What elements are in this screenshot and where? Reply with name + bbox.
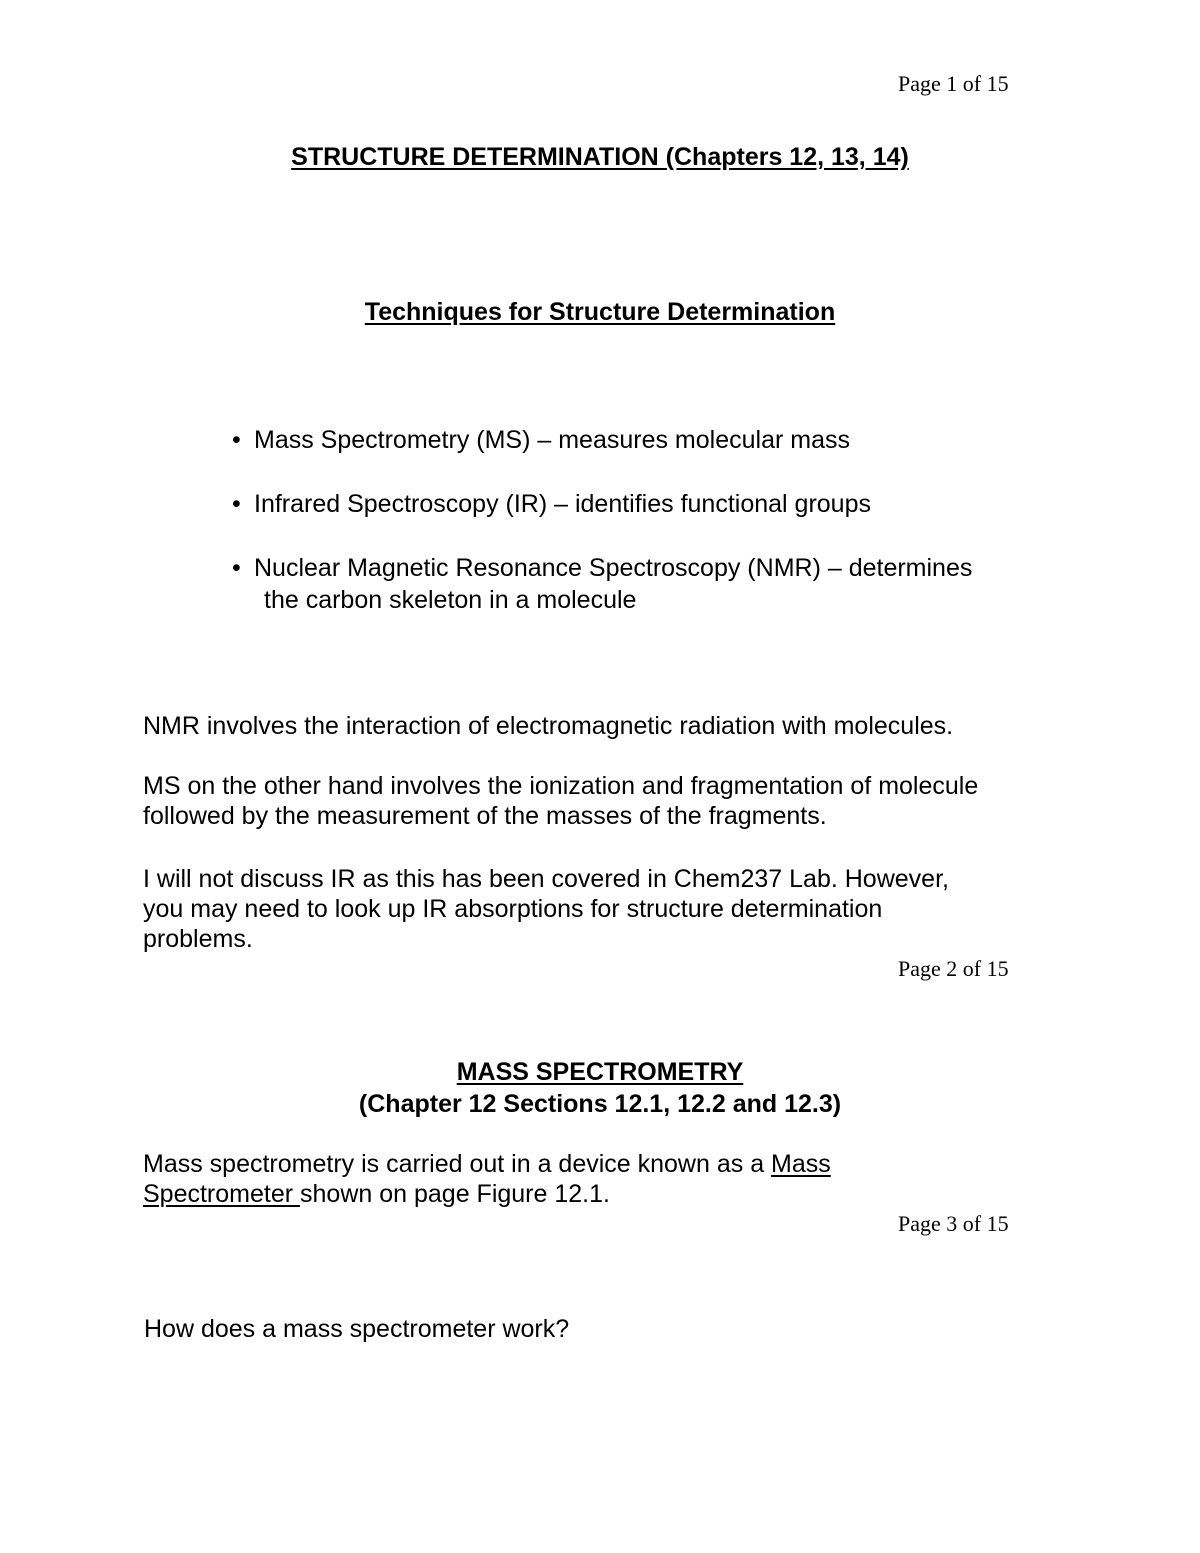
- page-number-2: Page 2 of 15: [898, 956, 1009, 981]
- mass-spec-line-2: [143, 1179, 610, 1209]
- paragraph-ms-line-1: MS on the other hand involves the ionization and fragmentation of molecule: [143, 772, 979, 800]
- bullet-icon: •: [232, 426, 241, 454]
- page-number-3: Page 3 of 15: [898, 1211, 1009, 1236]
- bullet-text: Mass Spectrometry (MS) – measures molecular mass: [254, 426, 850, 454]
- mass-spec-line-1-text: Mass spectrometry is carried out in a device known as a: [143, 1150, 772, 1178]
- paragraph-ms-line-2: followed by the measurement of the masses of the fragments.: [143, 802, 827, 830]
- techniques-heading: Techniques for Structure Determination: [364, 298, 836, 326]
- document-title: STRUCTURE DETERMINATION (Chapters 12, 13, 14): [291, 143, 909, 171]
- mass-spec-line-1: [143, 1149, 831, 1179]
- mass-spectrometer-term-cont: Spectrometer: [143, 1180, 301, 1208]
- mass-spec-subheading: (Chapter 12 Sections 12.1, 12.2 and 12.3): [358, 1090, 842, 1118]
- bullet-icon: •: [232, 554, 241, 582]
- bullet-text: Nuclear Magnetic Resonance Spectroscopy (NMR) – determines: [254, 554, 973, 582]
- bullet-text: Infrared Spectroscopy (IR) – identifies functional groups: [254, 490, 871, 518]
- technique-bullet-ms: [232, 424, 850, 456]
- technique-bullet-ir: [232, 488, 871, 520]
- paragraph-ir-line-1: I will not discuss IR as this has been covered in Chem237 Lab. However,: [143, 865, 949, 893]
- paragraph-ir-line-2: you may need to look up IR absorptions for structure determination: [143, 895, 883, 923]
- mass-spec-heading: MASS SPECTROMETRY: [456, 1058, 744, 1086]
- bullet-icon: •: [232, 490, 241, 518]
- paragraph-nmr: NMR involves the interaction of electromagnetic radiation with molecules.: [143, 712, 954, 740]
- mass-spec-line-2-text: shown on page Figure 12.1.: [300, 1180, 610, 1208]
- page-number-1: Page 1 of 15: [898, 71, 1009, 96]
- technique-bullet-nmr: [232, 552, 972, 584]
- paragraph-ir-line-3: problems.: [143, 925, 253, 953]
- question-text: How does a mass spectrometer work?: [144, 1315, 570, 1343]
- technique-bullet-nmr-continuation: the carbon skeleton in a molecule: [264, 586, 637, 614]
- mass-spectrometer-term: Mass: [771, 1150, 831, 1178]
